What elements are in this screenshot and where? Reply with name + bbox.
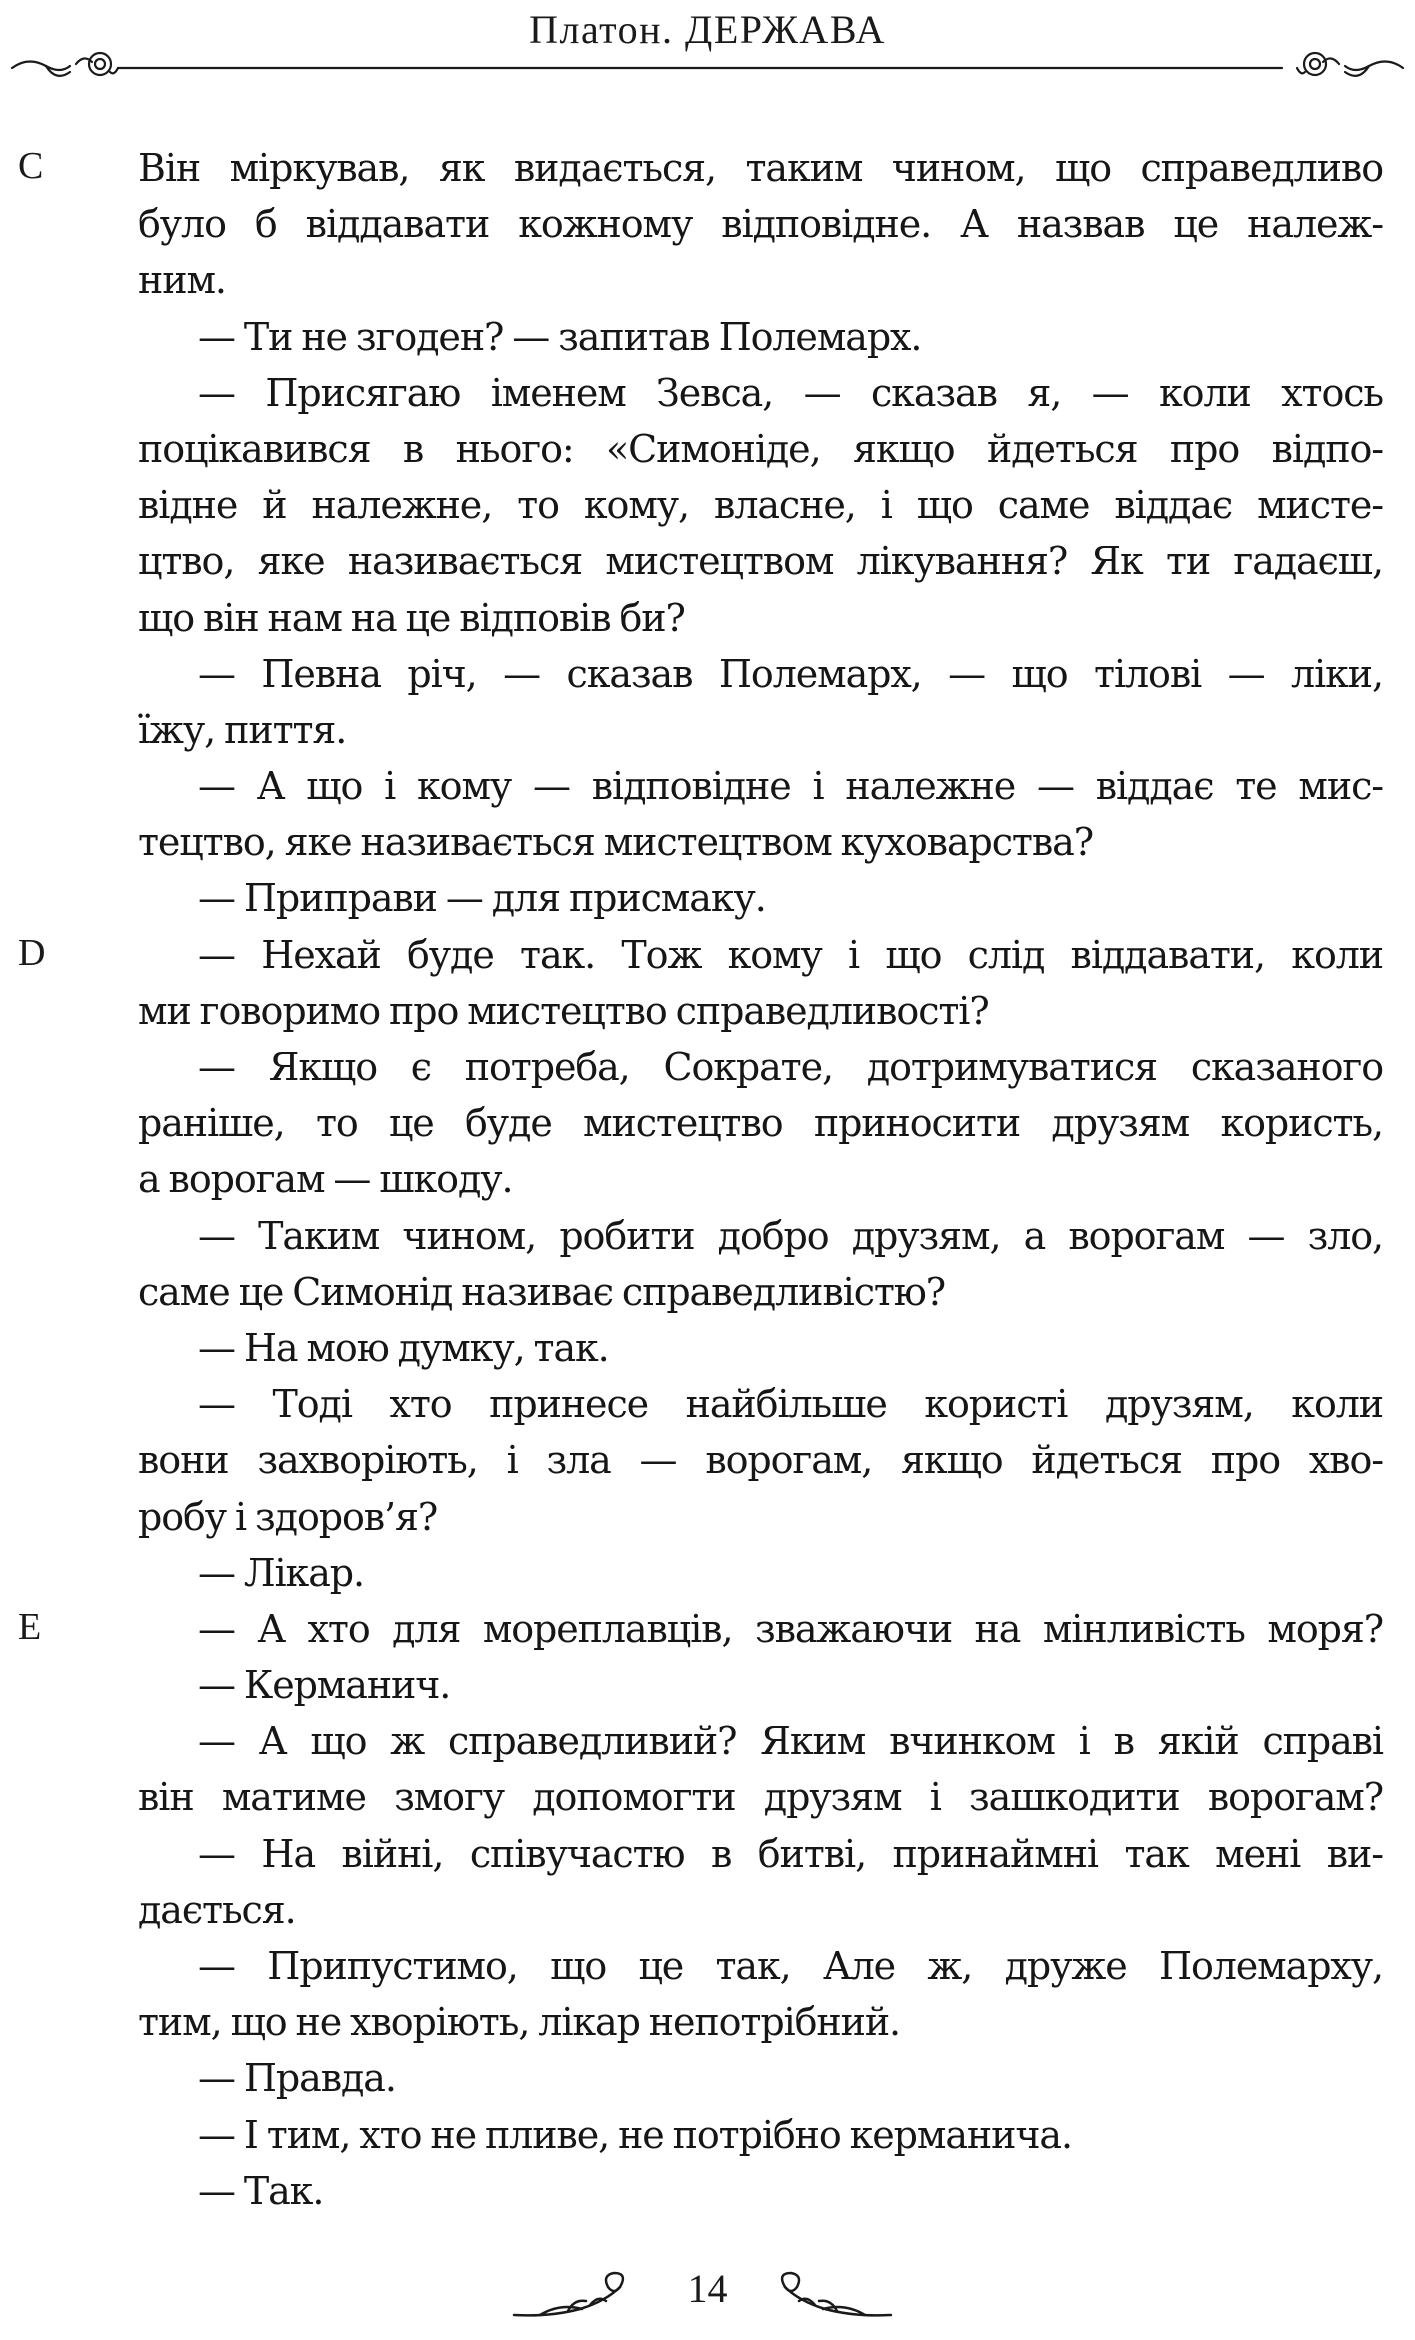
text-line: тим, що не хворіють, лікар непотрібний. — [138, 2000, 901, 2045]
text-line: він матиме змогу допомогти друзям і зашкодити ворогам? — [138, 1775, 1383, 1820]
text-line: дається. — [138, 1887, 296, 1932]
text-line: — Ти не згоден? — запитав Полемарх. — [198, 314, 922, 359]
text-line: — Якщо є потреба, Сократе, дотримуватися сказаного — [198, 1045, 1383, 1089]
text-line: поцікавився в нього: «Симоніде, якщо йдеться про відпо- — [138, 426, 1383, 471]
text-line: — А що ж справедливий? Яким вчинком і в якій справі — [198, 1719, 1383, 1764]
text-line: — На мою думку, так. — [198, 1325, 609, 1370]
text-line: раніше, то це буде мистецтво приносити друзям користь, — [138, 1101, 1383, 1146]
text-line: ним. — [138, 258, 226, 303]
text-line: ми говоримо про мистецтво справедливості? — [138, 988, 989, 1033]
text-line: їжу, пиття. — [138, 707, 347, 752]
margin-marker-e: E — [18, 1606, 42, 1648]
text-line: робу і здоров’я? — [138, 1494, 438, 1539]
body-text — [138, 140, 1383, 2219]
text-line: — Певна річ, — сказав Полемарх, — що тілові — ліки, — [198, 651, 1383, 696]
margin-marker-c: C — [18, 145, 44, 187]
text-line: саме це Симонід називає справедливістю? — [138, 1269, 946, 1314]
text-line: — А що і кому — відповідне і належне — віддає те мис- — [198, 764, 1383, 809]
text-line: — І тим, хто не пливе, не потрібно керманича. — [198, 2112, 1072, 2157]
text-line: — Таким чином, робити добро друзям, а ворогам — зло, — [198, 1213, 1383, 1258]
text-line: — А хто для мореплавців, зважаючи на мінливість моря? — [198, 1606, 1383, 1651]
margin-marker-d: D — [18, 932, 46, 974]
text-line: тецтво, яке називається мистецтвом куховарства? — [138, 820, 1093, 865]
text-line: — Присягаю іменем Зевса, — сказав я, — коли хтось — [198, 370, 1383, 415]
text-line: Він міркував, як видається, таким чином, що справедливо — [138, 146, 1383, 190]
text-line: — Керманич. — [198, 1663, 451, 1708]
text-line: що він нам на це відповів би? — [138, 595, 685, 640]
text-line: було б віддавати кожному відповідне. А назвав це належ- — [138, 202, 1383, 247]
text-line: — Приправи — для присмаку. — [198, 876, 766, 921]
text-line: цтво, яке називається мистецтвом лікування? Як ти гадаєш, — [138, 539, 1383, 584]
text-line: а ворогам — шкоду. — [138, 1157, 513, 1202]
right-flourish-icon — [775, 2265, 895, 2325]
text-line: — Тоді хто принесе найбільше користі друзям, коли — [198, 1382, 1383, 1427]
text-line: — На війні, співучастю в битві, принаймні так мені ви- — [198, 1831, 1383, 1876]
text-line: відне й належне, то кому, власне, і що саме віддає мисте- — [138, 483, 1383, 528]
text-line: — Нехай буде так. Тож кому і що слід віддавати, коли — [198, 932, 1383, 977]
header-ornament-rule — [0, 42, 1415, 82]
running-title: Платон. ДЕРЖАВА — [529, 7, 886, 52]
text-line: — Лікар. — [198, 1550, 364, 1595]
page-header — [0, 0, 1415, 80]
text-line: — Припустимо, що це так, Але ж, друже Полемарху, — [198, 1944, 1383, 1988]
text-line: — Так. — [198, 2168, 324, 2213]
page-footer — [0, 2265, 1415, 2325]
page-number: 14 — [687, 2266, 728, 2311]
text-line: вони захворіють, і зла — ворогам, якщо йдеться про хво- — [138, 1438, 1383, 1483]
text-line: — Правда. — [198, 2056, 396, 2101]
